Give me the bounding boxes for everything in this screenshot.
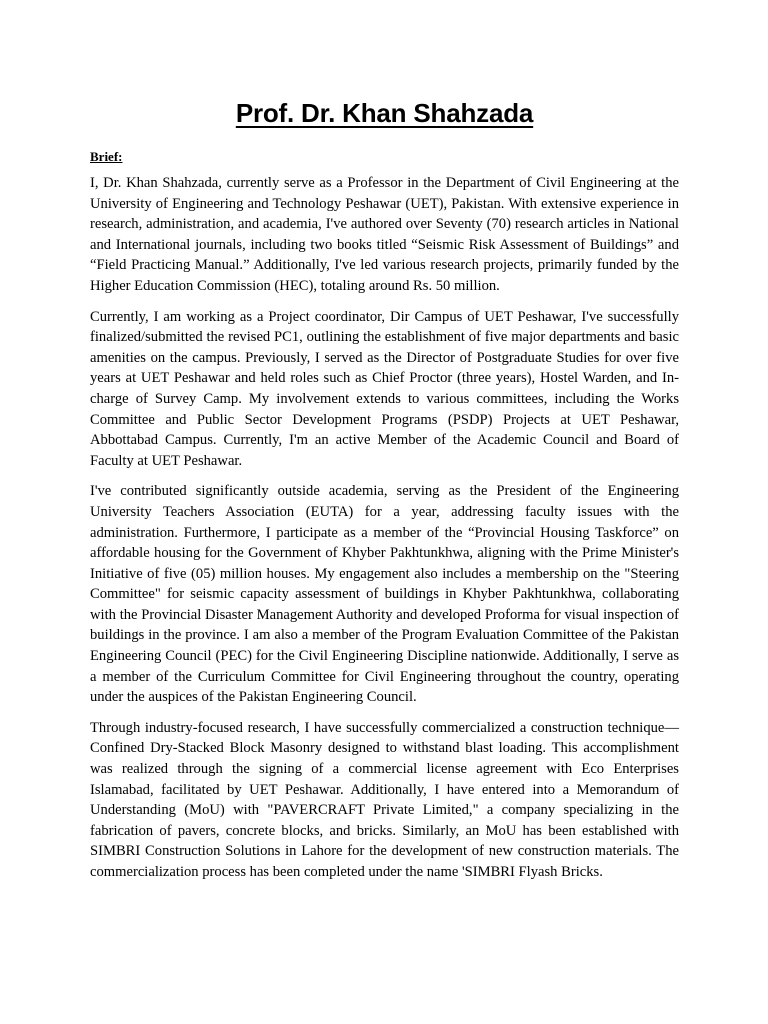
paragraph-1: I, Dr. Khan Shahzada, currently serve as a Professor in the Department of Civil Engineering at the University of Engineering and Technology Peshawar (UET), Pakistan. With extensive experience in research, administration, and academia, I've authored over Seventy (70) research articles in National and International journals, including two books titled “Seismic Risk Assessment of Buildings” and “Field Practicing Manual.” Additionally, I've led various research projects, primarily funded by the Higher Education Commission (HEC), totaling around Rs. 50 million. bbox=[90, 175, 679, 294]
paragraph-3: I've contributed significantly outside academia, serving as the President of the Engineering University Teachers Association (EUTA) for a year, addressing faculty issues with the administration. Furthermore, I participate as a member of the “Provincial Housing Taskforce” on affordable housing for the Government of Khyber Pakhtunkhwa, aligning with the Prime Minister's Initiative of five (05) million houses. My engagement also includes a membership on the "Steering Committee" for seismic capacity assessment of buildings in Khyber Pakhtunkhwa, collaborating with the Provincial Disaster Management Authority and developed Proforma for visual inspection of buildings in the province. I am also a member of the Program Evaluation Committee of the Pakistan Engineering Council (PEC) for the Civil Engineering Discipline nationwide. Additionally, I serve as a member of the Curriculum Committee for Civil Engineering throughout the country, operating under the auspices of the Pakistan Engineering Council. bbox=[90, 483, 679, 706]
section-label-brief: Brief: bbox=[90, 149, 123, 164]
document-title: Prof. Dr. Khan Shahzada bbox=[235, 98, 534, 128]
paragraph-2: Currently, I am working as a Project coordinator, Dir Campus of UET Peshawar, I've successfully finalized/submitted the revised PC1, outlining the establishment of five major departments and basic amenities on the campus. Previously, I served as the Director of Postgraduate Studies for over five years at UET Peshawar and held roles such as Chief Proctor (three years), Hostel Warden, and In-charge of Survey Camp. My involvement extends to various committees, including the Works Committee and Public Sector Development Programs (PSDP) Projects at UET Peshawar, Abbottabad Campus. Currently, I'm an active Member of the Academic Council and Board of Faculty at UET Peshawar. bbox=[90, 308, 679, 469]
paragraph-4: Through industry-focused research, I have successfully commercialized a construction technique—Confined Dry-Stacked Block Masonry designed to withstand blast loading. This accomplishment was realized through the signing of a commercial license agreement with Eco Enterprises Islamabad, facilitated by UET Peshawar. Additionally, I have entered into a Memorandum of Understanding (MoU) with "PAVERCRAFT Private Limited," a company specializing in the fabrication of pavers, concrete blocks, and bricks. Similarly, an MoU has been established with SIMBRI Construction Solutions in Lahore for the development of new construction materials. The commercialization process has been completed under the name 'SIMBRI Flyash Bricks. bbox=[90, 719, 679, 880]
